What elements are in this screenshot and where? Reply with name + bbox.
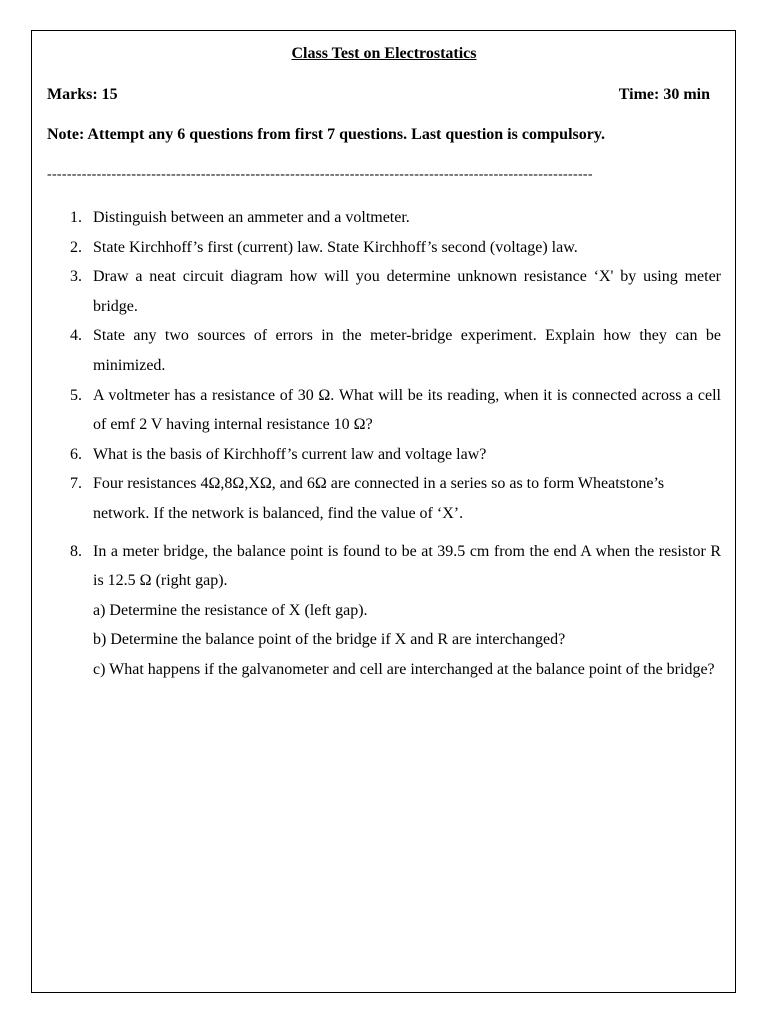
question-3: [0, 262, 768, 321]
question-2: [0, 233, 768, 263]
question-8-part-c: c) What happens if the galvanometer and cell are interchanged at the balance point of the bridge?: [93, 660, 715, 678]
question-1: [0, 203, 768, 233]
question-text: State any two sources of errors in the meter-bridge experiment. Explain how they can be minimized.: [93, 327, 721, 374]
question-number: 8.: [70, 542, 82, 560]
question-text: Distinguish between an ammeter and a voltmeter.: [93, 209, 410, 226]
question-8-part-b: b) Determine the balance point of the bridge if X and R are interchanged?: [93, 631, 566, 649]
question-8: [0, 537, 768, 685]
question-list: [0, 203, 768, 685]
instructions-note: Note: Attempt any 6 questions from first 7 questions. Last question is compulsory.: [47, 126, 605, 143]
question-number: 1.: [70, 209, 82, 226]
question-text: State Kirchhoff’s first (current) law. State Kirchhoff’s second (voltage) law.: [93, 238, 578, 256]
question-number: 4.: [70, 327, 82, 345]
question-number: 5.: [70, 386, 82, 404]
question-text: Four resistances 4Ω,8Ω,XΩ, and 6Ω are connected in a series so as to form Wheatstone’s: [93, 475, 665, 493]
dashed-divider: --------------------------------------------------------------------------------------------------------------: [47, 167, 593, 182]
question-4: [0, 321, 768, 380]
page-title: Class Test on Electrostatics: [291, 45, 477, 62]
question-number: 7.: [70, 475, 82, 493]
question-8-part-a: a) Determine the resistance of X (left gap).: [93, 601, 368, 619]
question-text: Draw a neat circuit diagram how will you determine unknown resistance ‘X' by using meter bridge.: [93, 268, 721, 315]
question-6: [0, 440, 768, 470]
question-text: In a meter bridge, the balance point is found to be at 39.5 cm from the end A when the resistor R is 12.5 Ω (right gap).: [93, 542, 721, 590]
question-number: 3.: [70, 268, 82, 286]
marks-label: Marks: 15: [47, 86, 118, 103]
question-number: 2.: [70, 238, 82, 256]
question-7: [0, 469, 768, 499]
time-label: Time: 30 min: [618, 86, 710, 103]
question-7-continuation: network. If the network is balanced, find the value of ‘X’.: [93, 504, 464, 522]
question-number: 6.: [70, 445, 82, 463]
question-text: A voltmeter has a resistance of 30 Ω. What will be its reading, when it is connected across a cell of emf 2 V having internal resistance 10 Ω?: [93, 386, 721, 434]
question-5: [0, 381, 768, 440]
question-text: What is the basis of Kirchhoff’s current law and voltage law?: [93, 445, 487, 463]
